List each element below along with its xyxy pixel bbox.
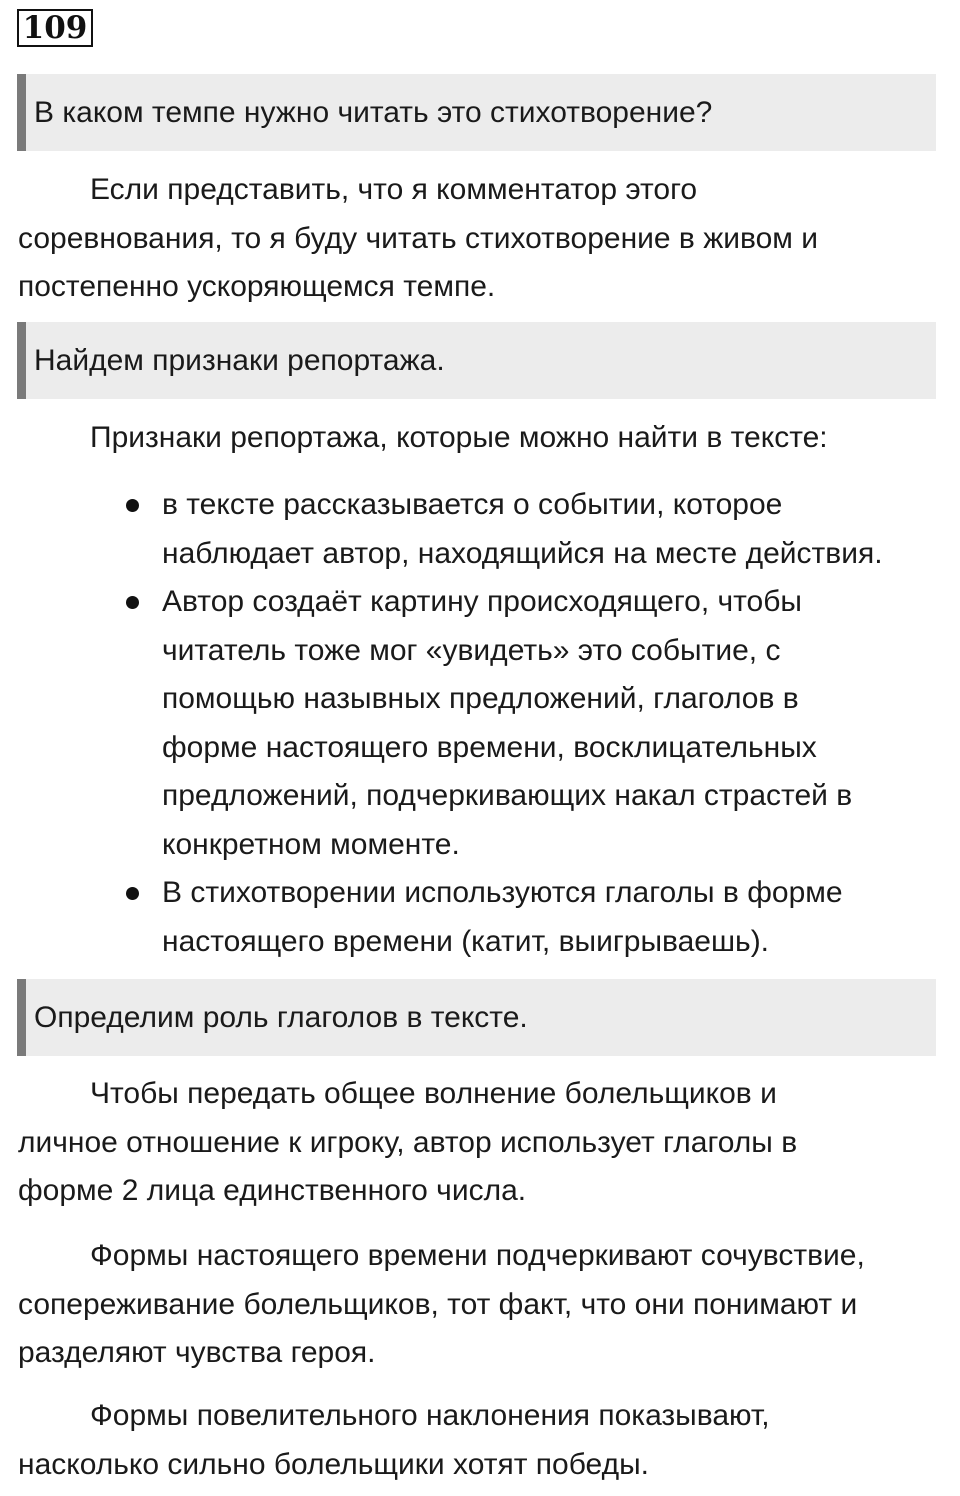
list-item xyxy=(0,481,960,578)
task-number-badge: 109 xyxy=(17,9,93,47)
text-line: Формы настоящего времени подчеркивают сочувствие, xyxy=(90,1239,865,1272)
bullet-icon xyxy=(126,499,139,512)
text-line: конкретном моменте. xyxy=(162,827,460,861)
list-item xyxy=(0,869,960,966)
text-line: личное отношение к игроку, автор использует глаголы в xyxy=(18,1125,798,1159)
text-line: сопереживание болельщиков, тот факт, что они понимают и xyxy=(18,1287,858,1321)
verbs-paragraph-3 xyxy=(18,1392,948,1489)
text-line: В стихотворении используются глаголы в форме xyxy=(162,876,843,909)
text-line: наблюдает автор, находящийся на месте действия. xyxy=(162,536,883,570)
text-line: читатель тоже мог «увидеть» это событие, с xyxy=(162,633,781,667)
list-item xyxy=(0,578,960,869)
list-item-text xyxy=(162,869,960,966)
text-line: постепенно ускоряющемся темпе. xyxy=(18,270,496,303)
question-banner-reportage: Найдем признаки репортажа. xyxy=(17,322,936,399)
verbs-paragraph-2 xyxy=(18,1232,948,1378)
answer-paragraph-tempo xyxy=(18,166,948,312)
text-line: соревнования, то я буду читать стихотворение в живом и xyxy=(18,221,819,255)
bullet-icon xyxy=(126,596,139,609)
text-line: настоящего времени (катит, выигрываешь). xyxy=(162,924,770,958)
list-item-text xyxy=(162,578,960,869)
verbs-paragraph-1 xyxy=(18,1070,948,1216)
reportage-intro xyxy=(18,414,948,463)
text-line: насколько сильно болельщики хотят победы. xyxy=(18,1447,649,1481)
text-line: Признаки репортажа, которые можно найти в тексте: xyxy=(90,421,828,454)
text-line: Чтобы передать общее волнение болельщиков и xyxy=(90,1077,777,1110)
text-line: предложений, подчеркивающих накал страстей в xyxy=(162,779,853,812)
question-banner-verbs: Определим роль глаголов в тексте. xyxy=(17,979,936,1056)
text-line: Если представить, что я комментатор этого xyxy=(90,173,698,206)
text-line: разделяют чувства героя. xyxy=(18,1336,376,1369)
text-line: форме настоящего времени, восклицательных xyxy=(162,730,817,764)
text-line: форме 2 лица единственного числа. xyxy=(18,1174,527,1207)
text-line: в тексте рассказывается о событии, которое xyxy=(162,488,783,521)
text-line: помощью назывных предложений, глаголов в xyxy=(162,682,799,715)
text-line: Формы повелительного наклонения показывают, xyxy=(90,1399,770,1432)
text-line: Автор создаёт картину происходящего, чтобы xyxy=(162,585,802,618)
question-banner-tempo: В каком темпе нужно читать это стихотворение? xyxy=(17,74,936,151)
reportage-features-list xyxy=(0,481,960,966)
list-item-text xyxy=(162,481,960,578)
bullet-icon xyxy=(126,887,139,900)
